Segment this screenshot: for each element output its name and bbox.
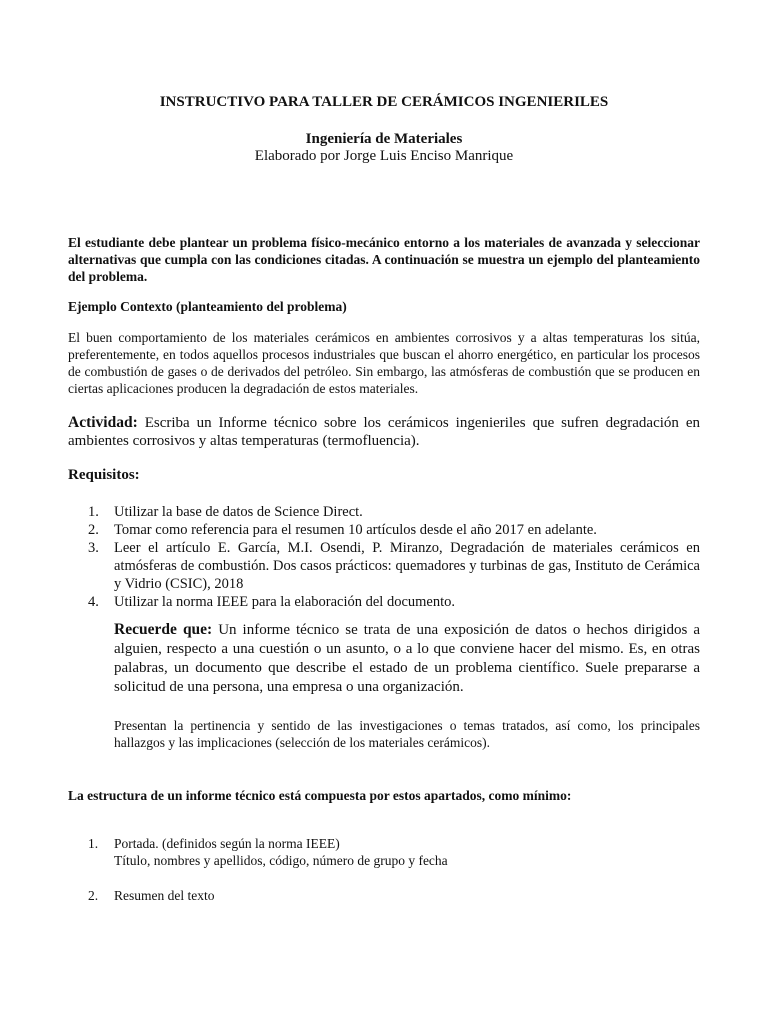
list-item [68,887,700,904]
intro-paragraph: El estudiante debe plantear un problema físico-mecánico entorno a los materiales de avanzada y seleccionar alternativas que cumpla con las condiciones citadas. A continuación se muestra un ejemplo del planteamiento del problema. [68,235,700,284]
remember-extra-paragraph: Presentan la pertinencia y sentido de las investigaciones o temas tratados, así como, los principales hallazgos y las implicaciones (selección de los materiales cerámicos). [114,718,700,750]
list-item [68,539,700,593]
activity-paragraph [68,414,700,450]
list-item-text: Tomar como referencia para el resumen 10 artículos desde el año 2017 en adelante. [114,522,597,538]
list-item [68,835,700,869]
list-item [68,521,700,539]
remember-text: Un informe técnico se trata de una exposición de datos o hechos dirigidos a alguien, respecto a una cuestión o un asunto, o a lo que conviene hacer del mismo. Es, en otras palabras, un documento que describe el estado de un problema científico. Suele prepararse a solicitud de una persona, una empresa o una organización. [114,622,700,695]
requirements-list [68,503,700,611]
activity-label: Actividad: [68,414,138,431]
remember-label: Recuerde que: [114,621,213,638]
list-item-number: 1. [88,504,99,520]
requirements-heading: Requisitos: [68,467,140,483]
list-item-text: Utilizar la norma IEEE para la elaboración del documento. [114,594,456,610]
document-author: Elaborado por Jorge Luis Enciso Manrique [254,148,514,164]
structure-list [68,835,700,922]
list-item-number: 1. [88,836,99,851]
list-item-text: Resumen del texto [114,888,215,903]
list-item-text: Utilizar la base de datos de Science Direct. [114,504,363,520]
list-item-number: 4. [88,594,99,610]
document-subtitle: Ingeniería de Materiales [305,131,463,147]
remember-paragraph [114,620,700,697]
list-item-number: 2. [88,522,99,538]
list-item-subtext: Título, nombres y apellidos, código, número de grupo y fecha [114,853,448,868]
list-item-text: Leer el artículo E. García, M.I. Osendi, P. Miranzo, Degradación de materiales cerámicos en atmósferas de combustión. Dos casos prácticos: quemadores y turbinas de gas, Instituto de Cerámica y Vidrio (CSIC), 2018 [114,540,700,592]
list-item-number: 3. [88,540,99,556]
context-paragraph: El buen comportamiento de los materiales cerámicos en ambientes corrosivos y a altas temperaturas los sitúa, preferentemente, en todos aquellos procesos industriales que buscan el ahorro energético, en particular los procesos de combustión de gases o de derivados del petróleo. Sin embargo, las atmósferas de combustión que se producen en ciertas aplicaciones producen la degradación de estos materiales. [68,330,700,396]
list-item-text: Portada. (definidos según la norma IEEE) [114,836,340,851]
list-item [68,593,700,611]
context-heading: Ejemplo Contexto (planteamiento del problema) [68,299,347,314]
list-item-number: 2. [88,888,99,903]
activity-text: Escriba un Informe técnico sobre los cerámicos ingenieriles que sufren degradación en ambientes corrosivos y altas temperaturas (termofluencia). [68,415,700,449]
structure-heading: La estructura de un informe técnico está compuesta por estos apartados, como mínimo: [68,788,572,803]
document-title: INSTRUCTIVO PARA TALLER DE CERÁMICOS INGENIERILES [159,94,609,110]
list-item [68,503,700,521]
